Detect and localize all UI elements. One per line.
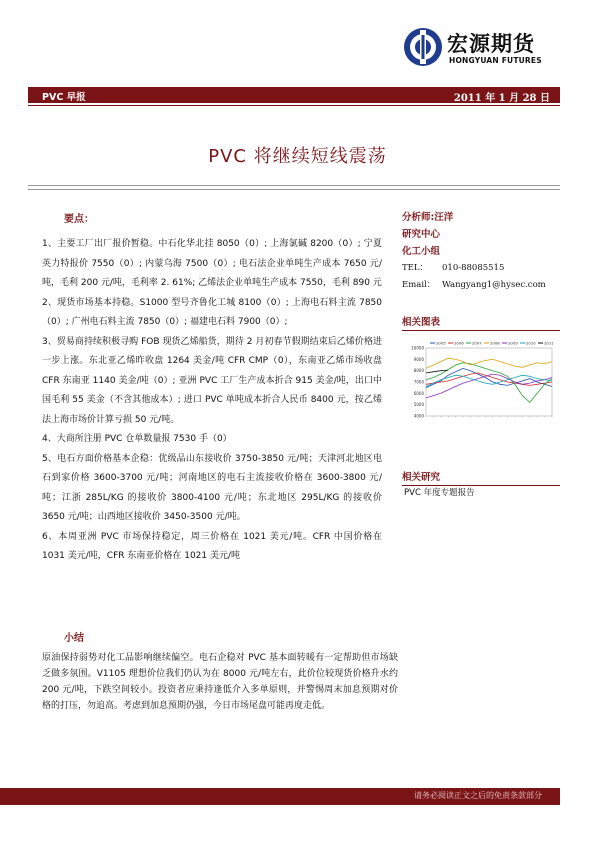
summary-section — [42, 629, 398, 714]
analyst-group: 化工小组 — [402, 246, 441, 257]
brand-name-en: HONGYUAN FUTURES — [449, 56, 542, 65]
title-divider-bottom — [28, 189, 560, 190]
report-date: 2011 年 1 月 28 日 — [453, 93, 550, 104]
email-label: Email： — [402, 280, 436, 290]
brand-name-cn: 宏源期货 — [447, 32, 535, 56]
related-research-heading: 相关研究 — [402, 469, 560, 486]
key-point-item: 4、大商所注册 PVC 仓单数量报 7530 手（0） — [42, 434, 232, 444]
hongyuan-logo-icon — [403, 27, 443, 67]
related-report-link[interactable]: PVC 年度专题报告 — [404, 488, 475, 498]
analyst-name: 分析师:汪洋 — [402, 212, 454, 223]
tel-value: 010-88085515 — [442, 263, 505, 273]
y-tick-label: 7000 — [413, 379, 424, 385]
disclaimer-note: 请务必阅读正文之后的免责条款部分 — [414, 791, 542, 800]
report-type-tag: PVC 早报 — [42, 92, 86, 103]
pvc-price-seasonal-chart — [404, 338, 556, 428]
y-tick-label: 4000 — [413, 413, 424, 419]
analyst-info — [402, 209, 560, 294]
y-tick-label: 5000 — [413, 402, 424, 408]
key-point-item: 6、本周亚洲 PVC 市场保持稳定，周三价格在 1021 美元/吨。CFR 中国价格在 1031 美元/吨，CFR 东南亚价格在 1021 美元/吨 — [42, 531, 382, 561]
legend-label: 2011 — [544, 340, 554, 346]
y-tick-label: 8000 — [413, 368, 424, 374]
analyst-tel — [402, 260, 560, 277]
analyst-dept: 研究中心 — [402, 229, 441, 240]
y-tick-label: 6000 — [413, 390, 424, 396]
key-point-item: 3、贸易商持续积极寻购 FOB 现货乙烯船货，期待 2 月初春节假期结束后乙烯价格进一步上涨。东北亚乙烯昨收盘 1264 美金/吨 CFR CMP（0），东南亚乙烯市场收盘 CFR 东南亚 1140 美金/吨（0）; 亚洲 PVC 工厂生产成本折合 915 美金/吨，出口中国毛利 55 美金（不含其他成本）; 进口 PVC 单吨成本折合人民币 8400 元，按乙烯法上海市场价计算亏损 50 元/吨。 — [42, 336, 382, 425]
series-line-2008 — [426, 358, 552, 368]
header-underline — [28, 105, 560, 106]
summary-heading: 小结 — [64, 633, 84, 644]
series-line-2007 — [426, 363, 552, 403]
legend-label: 2010 — [526, 340, 536, 346]
email-value[interactable]: Wangyang1@hysec.com — [442, 280, 546, 290]
related-chart-heading: 相关图表 — [402, 314, 560, 331]
company-logo — [403, 27, 553, 71]
legend-label: 2006 — [454, 340, 464, 346]
legend-label: 2007 — [472, 340, 482, 346]
key-points-section — [42, 210, 382, 567]
analyst-email — [402, 277, 560, 294]
footer-bar — [0, 788, 560, 805]
key-points-heading: 要点： — [64, 214, 94, 225]
key-point-item: 2、现货市场基本持稳。S1000 型号齐鲁化工城 8100（0）; 上海电石料主流 7850（0）; 广州电石料主流 7850（0）; 福建电石料 7900（0）; — [42, 297, 382, 327]
report-header-bar — [28, 87, 560, 103]
tel-label: TEL： — [402, 263, 429, 273]
report-title: PVC 将继续短线震荡 — [208, 146, 387, 167]
key-point-item: 5、电石方面价格基本企稳：优级品山东接收价 3750-3850 元/吨；天津河北地区电石到家价格 3600-3700 元/吨；河南地区的电石主流接收价格在 3600-3800 元/吨；江浙 285L/KG 的接收价 3800-4100 元/吨；东北地区 295L/KG 的接收价 3650 元/吨；山西地区接收价 3450-3500 元/吨。 — [42, 453, 382, 522]
y-tick-label: 10000 — [411, 345, 424, 351]
y-tick-label: 9000 — [413, 356, 424, 362]
legend-label: 2008 — [490, 340, 500, 346]
legend-label: 2009 — [508, 340, 518, 346]
title-divider-top — [28, 185, 560, 186]
summary-text: 原油保持弱势对化工品影响继续偏空。电石企稳对 PVC 基本面转暖有一定帮助但市场缺乏做多氛围。V1105 理想价位我们仍认为在 8000 元/吨左右，此价位较现货价格升水约 200 元/吨，下跌空间较小。投资者应秉持逢低介入多单原则，并警惕周末加息预期对价格的打压，勿追高。考虑到加息预期仍强，今日市场尾盘可能再度走低。 — [42, 653, 398, 711]
key-point-item: 1、主要工厂出厂报价暂稳。中石化华北挂 8050（0）; 上海氯碱 8200（0）; 宁夏英力特报价 7550（0）; 内蒙乌海 7500（0）; 电石法企业单吨生产成本 7650 元/吨，毛利 200 元/吨，毛利率 2. 61%; 乙烯法企业单吨生产成本 7550，毛利 890 元 — [42, 239, 382, 288]
legend-label: 2005 — [436, 340, 446, 346]
